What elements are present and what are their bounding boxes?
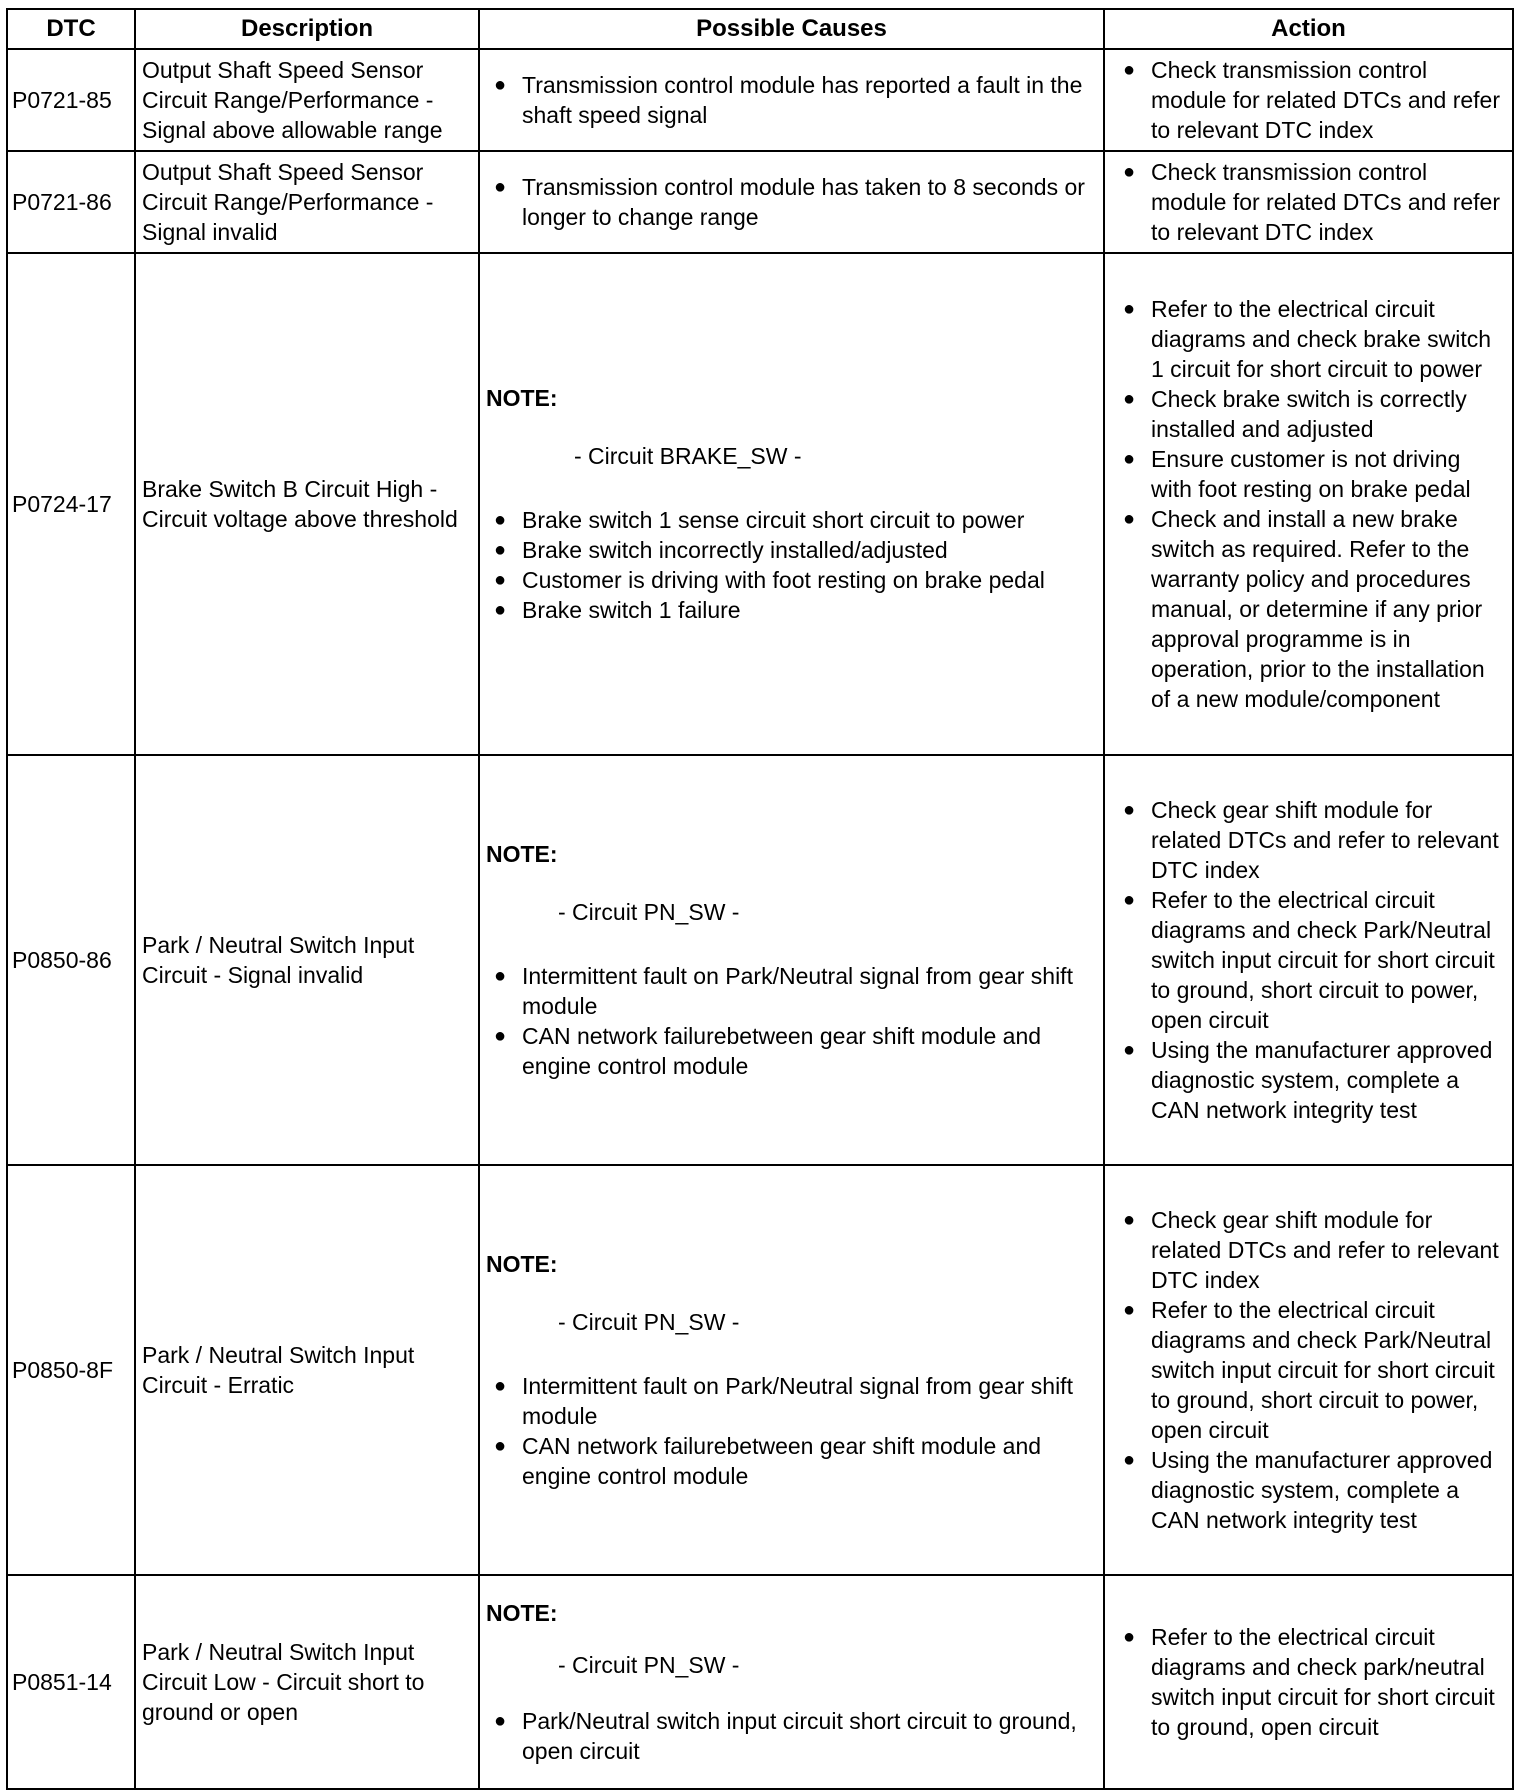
actions [1104,151,1513,253]
circuit-name: - Circuit PN_SW - [558,1652,740,1678]
actions [1104,755,1513,1165]
action-item: ● Refer to the electrical circuit diagrams and check park/neutral switch input circuit for short circuit to ground, open circuit [1111,1622,1506,1742]
cause-item: ● CAN network failurebetween gear shift module and engine control module [486,1021,1097,1081]
action-item: ● Check transmission control module for related DTCs and refer to relevant DTC index [1111,55,1506,145]
cause-item: ● Brake switch 1 sense circuit short circuit to power [486,505,1097,535]
note-label: NOTE: [486,385,558,411]
dtc-code: P0721-86 [7,151,135,253]
cause-item: ● Transmission control module has taken to 8 seconds or longer to change range [486,172,1097,232]
header-causes: Possible Causes [479,9,1104,49]
possible-causes [479,49,1104,151]
header-action: Action [1104,9,1513,49]
action-item: ● Check gear shift module for related DTCs and refer to relevant DTC index [1111,795,1506,885]
table-row [7,1575,1513,1789]
action-item: ● Refer to the electrical circuit diagrams and check Park/Neutral switch input circuit for short circuit to ground, short circuit to power, open circuit [1111,1295,1506,1445]
header-description: Description [135,9,479,49]
possible-causes [479,1575,1104,1789]
action-item: ● Ensure customer is not driving with foot resting on brake pedal [1111,444,1506,504]
action-item: ● Check and install a new brake switch as required. Refer to the warranty policy and procedures manual, or determine if any prior approval programme is in operation, prior to the installation of a new module/component [1111,504,1506,714]
possible-causes [479,1165,1104,1575]
cause-item: ● Brake switch incorrectly installed/adjusted [486,535,1097,565]
actions [1104,253,1513,755]
circuit-name: - Circuit PN_SW - [558,899,740,925]
action-item: ● Check transmission control module for related DTCs and refer to relevant DTC index [1111,157,1506,247]
circuit-name: - Circuit BRAKE_SW - [574,443,802,469]
note-label: NOTE: [486,1600,558,1626]
actions [1104,1165,1513,1575]
cause-item: ● Transmission control module has reported a fault in the shaft speed signal [486,70,1097,130]
possible-causes [479,253,1104,755]
table-row [7,755,1513,1165]
table-row [7,1165,1513,1575]
cause-item: ● CAN network failurebetween gear shift module and engine control module [486,1431,1097,1491]
cause-item: ● Intermittent fault on Park/Neutral signal from gear shift module [486,1371,1097,1431]
dtc-code: P0724-17 [7,253,135,755]
possible-causes [479,151,1104,253]
note-label: NOTE: [486,841,558,867]
dtc-description: Park / Neutral Switch Input Circuit - Signal invalid [135,755,479,1165]
action-item: ● Using the manufacturer approved diagnostic system, complete a CAN network integrity test [1111,1035,1506,1125]
actions [1104,49,1513,151]
dtc-code: P0850-8F [7,1165,135,1575]
table-row [7,49,1513,151]
action-item: ● Check brake switch is correctly installed and adjusted [1111,384,1506,444]
cause-item: ● Brake switch 1 failure [486,595,1097,625]
note-label: NOTE: [486,1251,558,1277]
cause-item: ● Customer is driving with foot resting on brake pedal [486,565,1097,595]
action-item: ● Check gear shift module for related DTCs and refer to relevant DTC index [1111,1205,1506,1295]
cause-item: ● Park/Neutral switch input circuit short circuit to ground, open circuit [486,1706,1097,1766]
table-row [7,151,1513,253]
cause-item: ● Intermittent fault on Park/Neutral signal from gear shift module [486,961,1097,1021]
dtc-description: Park / Neutral Switch Input Circuit Low - Circuit short to ground or open [135,1575,479,1789]
header-row [7,9,1513,49]
dtc-code: P0851-14 [7,1575,135,1789]
action-item: ● Using the manufacturer approved diagnostic system, complete a CAN network integrity test [1111,1445,1506,1535]
dtc-description: Output Shaft Speed Sensor Circuit Range/Performance - Signal invalid [135,151,479,253]
dtc-table [6,8,1514,1790]
action-item: ● Refer to the electrical circuit diagrams and check brake switch 1 circuit for short circuit to power [1111,294,1506,384]
dtc-description: Output Shaft Speed Sensor Circuit Range/Performance - Signal above allowable range [135,49,479,151]
dtc-code: P0850-86 [7,755,135,1165]
dtc-description: Park / Neutral Switch Input Circuit - Erratic [135,1165,479,1575]
possible-causes [479,755,1104,1165]
header-dtc: DTC [7,9,135,49]
action-item: ● Refer to the electrical circuit diagrams and check Park/Neutral switch input circuit for short circuit to ground, short circuit to power, open circuit [1111,885,1506,1035]
dtc-description: Brake Switch B Circuit High - Circuit voltage above threshold [135,253,479,755]
table-row [7,253,1513,755]
dtc-code: P0721-85 [7,49,135,151]
actions [1104,1575,1513,1789]
circuit-name: - Circuit PN_SW - [558,1309,740,1335]
